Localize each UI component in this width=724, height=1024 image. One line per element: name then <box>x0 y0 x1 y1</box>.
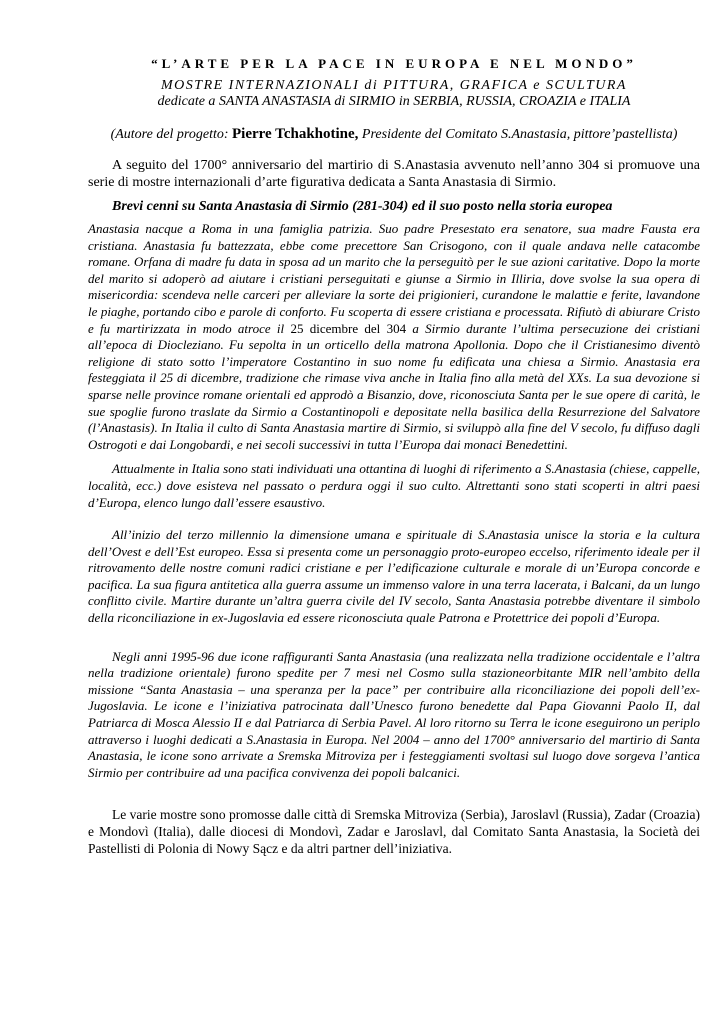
intro-paragraph: A seguito del 1700° anniversario del martirio di S.Anastasia avvenuto nell’anno 304 si promuove una serie di mostre internazionali d’arte figurativa dedicata a Santa Anastasia di Sirmio. <box>88 158 700 190</box>
author-line <box>88 126 700 143</box>
document-title: “L’ARTE PER LA PACE IN EUROPA E NEL MONDO” <box>151 56 637 71</box>
martyrdom-date: 25 dicembre del 304 <box>290 320 407 336</box>
author-role: Presidente del Comitato S.Anastasia, pittore’pastellista) <box>358 127 678 142</box>
european-symbol-paragraph: All’inizio del terzo millennio la dimensione umana e spirituale di S.Anastasia unisce la storia e la cultura dell’Ovest e dell’Est europeo. Essa si presenta come un personaggio proto-europeo eccelso, riferimento ideale per il ritrovamento delle nostre comuni radici cristiane e per l’edificazione culturale e morale di un’Europa concorde e pacifica. La sua figura antitetica alla guerra assume un immenso valore in una terra lacerata, i Balcani, da un lungo conflitto civile. Martire durante un’altra guerra civile del IV secolo, Santa Anastasia potrebbe diventare il simbolo della riconciliazione in ex-Jugoslavia ed essere riconosciuta quale Patrona e Protettrice dei popoli d’Europa. <box>88 527 700 626</box>
promoters-paragraph: Le varie mostre sono promosse dalle città di Sremska Mitroviza (Serbia), Jaroslavl (Russia), Zadar (Croazia) e Mondovì (Italia), dalle diocesi di Mondovì, Zadar e Jaroslavl, dal Comitato Santa Anastasia, la Società dei Pastellisti di Polonia di Nowy Sącz e da altri partner dell’iniziativa. <box>88 807 700 856</box>
document-subtitle-dedication: dedicate a SANTA ANASTASIA di SIRMIO in SERBIA, RUSSIA, CROAZIA e ITALIA <box>157 94 631 109</box>
biography-text-part2: a Sirmio durante l’ultima persecuzione dei cristiani all’epoca di Diocleziano. Fu sepolta in un orticello della matrona Apollonia. Dopo che il Cristianesimo diventò religione di stato sotto l’imperatore Costantino in suo nome fu edificata una chiesa a Sirmio. Anastasia era festeggiata il 25 di dicembre, tradizione che rimase viva anche in Italia fino alla metà del XXs. La sua devozione si sparse nelle province romane orientali ed approdò a Bisanzio, dove, riconosciuta Santa per le sue opere di carità, le sue spoglie furono traslate da Sirmio a Costantinopoli e depositate nella basilica della Resurrezione del Salvatore (l’Anastasis). In Italia il culto di Santa Anastasia martire di Sirmio, si sviluppò alla fine del V secolo, fu diffuso dagli Ostrogoti e dai Longobardi, e nei secoli successivi in tutta l’Europa dai monaci Benedettini. <box>88 320 700 452</box>
author-prefix: (Autore del progetto: <box>110 127 233 142</box>
author-name: Pierre Tchakhotine, <box>232 126 359 142</box>
section-heading: Brevi cenni su Santa Anastasia di Sirmio (281-304) ed il suo posto nella storia europea <box>112 199 613 214</box>
icons-mission-paragraph: Negli anni 1995-96 due icone raffiguranti Santa Anastasia (una realizzata nella tradizione occidentale e l’altra nella tradizione orientale) furono spedite per 7 mesi nel Cosmo sulla stazioneorbitante MIR nell’ambito della missione “Santa Anastasia – una speranza per la pace” per contribuire alla riconciliazione dei popoli dell’ex-Jugoslavia. Le icone e l’iniziativa patrocinata dall’Unesco furono benedette dal Papa Giovanni Paolo II, dal Patriarca di Mosca Alessio II e dal Patriarca di Serbia Pavel. Al loro ritorno su Terra le icone eseguirono un periplo attraverso i luoghi dedicati a S.Anastasia in Europa. Nel 2004 – anno del 1700° anniversario del martirio di Santa Anastasia, le icone sono arrivate a Sremska Mitroviza per i festeggiamenti svoltasi sul luogo dove sorgeva l’antica Sirmio per contribuire ad una pacifica convivenza dei popoli balcanici. <box>88 648 700 780</box>
cult-places-paragraph: Attualmente in Italia sono stati individuati una ottantina di luoghi di riferimento a S.Anastasia (chiese, cappelle, località, ecc.) dove esisteva nel passato o perdura oggi il suo culto. Altrettanti sono stati scoperti in altri paesi d’Europa, elenco lungo dall’essere esaustivo. <box>88 461 700 510</box>
document-subtitle: MOSTRE INTERNAZIONALI di PITTURA, GRAFICA e SCULTURA <box>161 78 627 93</box>
biography-text-part1: Anastasia nacque a Roma in una famiglia patrizia. Suo padre Presestato era senatore, sua madre Fausta era cristiana. Anastasia fu battezzata, ebbe come precettore San Crisogono, con il quale andava nelle catacombe romane. Orfana di madre fu data in sposa ad un marito che la perseguitò per le sue azioni caritative. Dopo la morte del marito si adoperò ad aiutare i cristiani perseguitati e giunse a Sirmio in Illiria, dove svolse la sua opera di misericordia: scendeva nelle carceri per alleviare la sorte dei prigionieri, curandone le malattie e ferite, lavandone le piaghe, portando cibo e parole di conforto. Fu scoperta di essere cristiana e processata. Rifiutò di abiurare Cristo e fu martirizzata in modo atroce il <box>88 221 700 336</box>
biography-paragraph <box>88 221 700 453</box>
